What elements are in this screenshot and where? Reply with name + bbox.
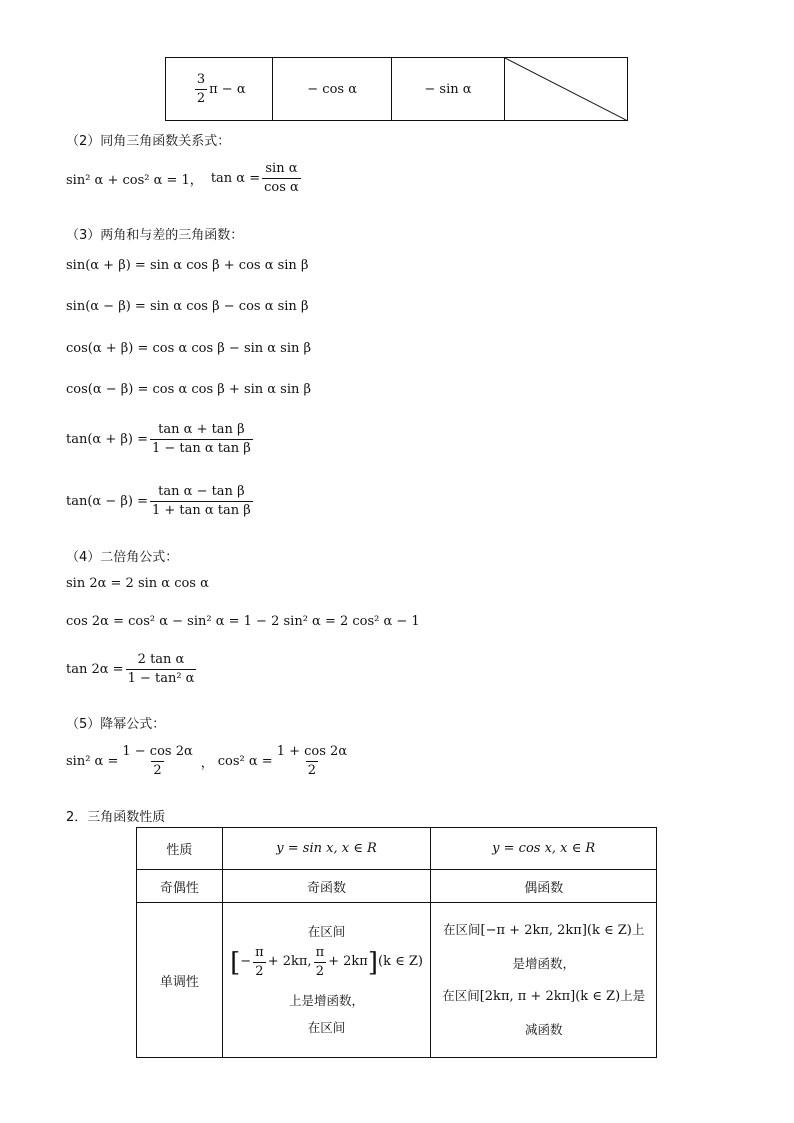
diagonal-cell bbox=[505, 58, 628, 121]
angle-cell bbox=[166, 58, 273, 121]
sin-parity: 奇函数 bbox=[222, 870, 431, 903]
header-cos: y = cos x, x ∈ R bbox=[431, 828, 657, 870]
header-sin: y = sin x, x ∈ R bbox=[222, 828, 431, 870]
tan-diff-fraction: $\frac{\text{tan α − tan β}}{\text{1 + tan α tan β}}$ bbox=[151, 484, 251, 518]
pi-half-fraction-2: $\frac{\pi}{2}$ bbox=[315, 945, 325, 980]
angle-rest: π − α bbox=[209, 81, 246, 97]
sin-value-cell: − sin α bbox=[391, 58, 504, 121]
pi-half-fraction-1: $\frac{\pi}{2}$ bbox=[255, 945, 264, 980]
sec2-formula: sin² α + cos² α = 1， tan α = $\frac{\text{sin α}}{\text{cos α}}$ bbox=[66, 161, 299, 195]
cos-double-formula: cos 2α = cos² α − sin² α = 1 − 2 sin² α = 2 cos² α − 1 bbox=[66, 614, 420, 629]
tan-double-fraction: $\frac{\text{2 tan α}}{\text{1 − tan² α}}$ bbox=[127, 652, 195, 686]
properties-table bbox=[136, 827, 657, 1058]
tan-diff-formula: tan(α − β) = $\frac{\text{tan α − tan β}}{\text{1 + tan α tan β}}$ bbox=[66, 484, 251, 518]
cos-value-cell: − cos α bbox=[273, 58, 391, 121]
sec5-heading: （5）降幂公式： bbox=[66, 717, 166, 732]
row-parity-label: 奇偶性 bbox=[137, 870, 223, 903]
sec4-heading: （4）二倍角公式： bbox=[66, 550, 179, 565]
diagonal-line bbox=[505, 58, 628, 121]
angle-fraction: $\frac{3}{2}$ bbox=[196, 71, 206, 106]
sin-sq-fraction: $\frac{1 - \cos 2\alpha}{2}$ bbox=[122, 744, 193, 778]
tan-sum-fraction: $\frac{\text{tan α + tan β}}{\text{1 − tan α tan β}}$ bbox=[151, 422, 251, 456]
cos-sum-formula: cos(α + β) = cos α cos β − sin α sin β bbox=[66, 341, 312, 356]
tan-fraction: $\frac{\text{sin α}}{\text{cos α}}$ bbox=[264, 161, 299, 195]
cos-mono-cell: 在区间[−π + 2kπ, 2kπ](k ∈ Z)上 是增函数， 在区间[2kπ, π + 2kπ](k ∈ Z)上是 减函数 bbox=[431, 903, 657, 1058]
sin-mono-cell: 在区间 [ − $\frac{\pi}{2}$ + 2kπ, $\frac{\pi}{2}$ + 2kπ ] (k ∈ Z) 上是增函数， 在区间 bbox=[222, 903, 431, 1058]
sec2-heading: （2）同角三角函数关系式： bbox=[66, 134, 231, 149]
cos-parity: 偶函数 bbox=[431, 870, 657, 903]
sec3-heading: （3）两角和与差的三角函数： bbox=[66, 228, 244, 243]
row-mono-label: 单调性 bbox=[137, 903, 223, 1058]
sin-double-formula: sin 2α = 2 sin α cos α bbox=[66, 576, 209, 591]
power-reduction-formula: sin² α = $\frac{1 - \cos 2\alpha}{2}$ ， cos² α = $\frac{1 + \cos 2\alpha}{2}$ bbox=[66, 744, 348, 778]
part2-heading: 2．三角函数性质 bbox=[66, 810, 166, 825]
sin-diff-formula: sin(α − β) = sin α cos β − cos α sin β bbox=[66, 299, 309, 314]
tan-sum-formula: tan(α + β) = $\frac{\text{tan α + tan β}}{\text{1 − tan α tan β}}$ bbox=[66, 422, 251, 456]
tan-double-formula: tan 2α = $\frac{\text{2 tan α}}{\text{1 − tan² α}}$ bbox=[66, 652, 195, 686]
cos-diff-formula: cos(α − β) = cos α cos β + sin α sin β bbox=[66, 382, 312, 397]
header-property: 性质 bbox=[137, 828, 223, 870]
top-table bbox=[165, 57, 628, 121]
sin-mono-interval: [ − $\frac{\pi}{2}$ + 2kπ, $\frac{\pi}{2}$ + 2kπ ] (k ∈ Z) bbox=[230, 945, 423, 980]
cos-sq-fraction: $\frac{1 + \cos 2\alpha}{2}$ bbox=[276, 744, 348, 778]
sin-sum-formula: sin(α + β) = sin α cos β + cos α sin β bbox=[66, 258, 309, 273]
